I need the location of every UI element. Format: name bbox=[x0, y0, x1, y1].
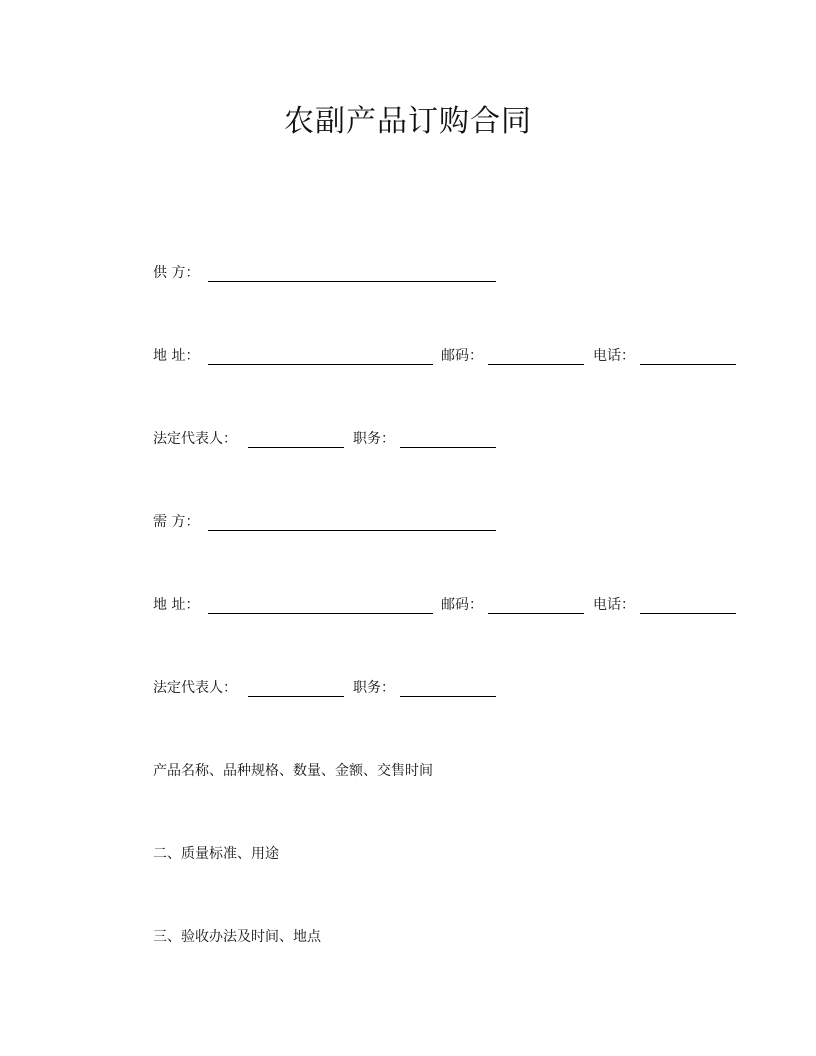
supplier-position-label: 职务： bbox=[353, 431, 395, 447]
buyer-address-blank[interactable] bbox=[208, 613, 433, 614]
supplier-postcode-blank[interactable] bbox=[488, 364, 584, 365]
buyer-label: 需 方： bbox=[153, 514, 200, 530]
supplier-address-blank[interactable] bbox=[208, 364, 433, 365]
buyer-legal-rep-blank[interactable] bbox=[248, 696, 344, 697]
buyer-address-label: 地 址： bbox=[153, 597, 200, 613]
buyer-position-label: 职务： bbox=[353, 680, 395, 696]
buyer-postcode-blank[interactable] bbox=[488, 613, 584, 614]
buyer-postcode-label: 邮码： bbox=[441, 597, 483, 613]
supplier-label: 供 方： bbox=[153, 265, 200, 281]
buyer-name-blank[interactable] bbox=[208, 530, 496, 531]
buyer-phone-blank[interactable] bbox=[640, 613, 736, 614]
clause-2: 二、质量标准、用途 bbox=[153, 846, 279, 862]
clause-3: 三、验收办法及时间、地点 bbox=[153, 929, 321, 945]
supplier-phone-label: 电话： bbox=[593, 348, 635, 364]
clause-1: 产品名称、品种规格、数量、金额、交售时间 bbox=[153, 763, 433, 779]
supplier-address-label: 地 址： bbox=[153, 348, 200, 364]
buyer-phone-label: 电话： bbox=[593, 597, 635, 613]
buyer-position-blank[interactable] bbox=[400, 696, 496, 697]
supplier-name-blank[interactable] bbox=[208, 281, 496, 282]
buyer-legal-rep-label: 法定代表人： bbox=[153, 680, 237, 696]
supplier-legal-rep-blank[interactable] bbox=[248, 447, 344, 448]
supplier-postcode-label: 邮码： bbox=[441, 348, 483, 364]
document-title: 农副产品订购合同 bbox=[284, 104, 532, 139]
supplier-position-blank[interactable] bbox=[400, 447, 496, 448]
supplier-legal-rep-label: 法定代表人： bbox=[153, 431, 237, 447]
supplier-phone-blank[interactable] bbox=[640, 364, 736, 365]
